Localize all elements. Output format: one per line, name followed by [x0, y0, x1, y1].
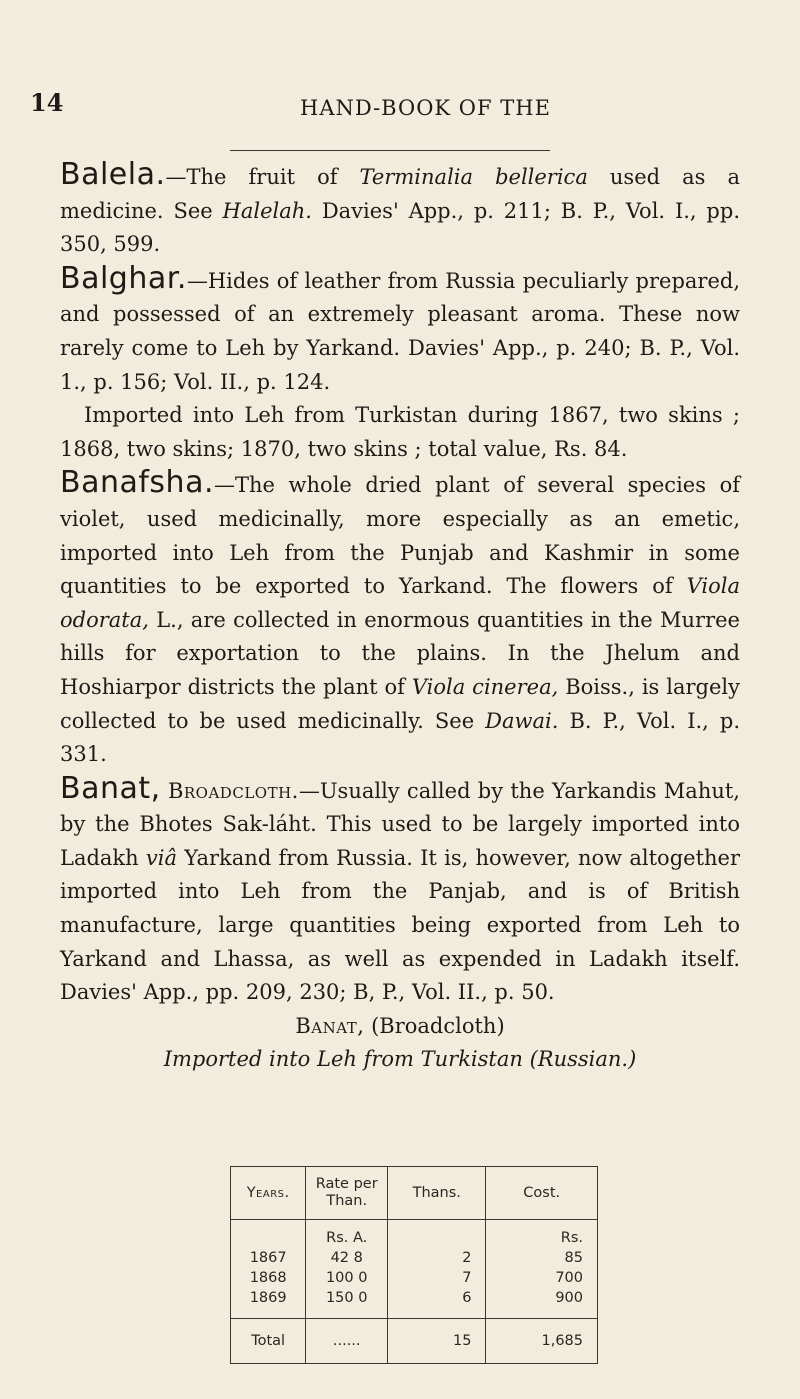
caption-text: Imported into Leh from Turkistan: [163, 1047, 523, 1072]
caption-origin: Russian.: [537, 1047, 629, 1072]
cell-thans: 6: [388, 1288, 486, 1319]
entry-banat: [60, 772, 740, 1010]
text: B. P., Vol. I., p. 331.: [60, 708, 740, 767]
import-table-wrap: [230, 1166, 598, 1364]
total-label: Total: [231, 1319, 306, 1364]
table-caption: Imported into Leh from Turkistan (Russian.): [163, 1047, 637, 1072]
unit-cell: [388, 1220, 486, 1249]
text: —The whole dried plant of several species of violet, used medicinally, more especially as an emetic, imported into Leh from the Punjab and Kashmir in some quantities to be exported to Yarkand. The flowers of: [60, 473, 740, 599]
cell-year: 1867: [231, 1248, 306, 1268]
table-total-row: [231, 1319, 598, 1364]
unit-cost: Rs.: [486, 1220, 598, 1249]
table-title-rest: (Broadcloth): [364, 1013, 505, 1038]
page-body: [60, 158, 740, 1077]
cell-thans: 2: [388, 1248, 486, 1268]
text: L., are collected in enormous quantities in the Murree hills for exportation to the plains. In the Jhelum and Hoshiarpor districts the plant of: [60, 607, 740, 699]
italic-term: viâ: [145, 845, 178, 870]
total-thans: 15: [388, 1319, 486, 1364]
col-header-thans: Thans.: [388, 1167, 486, 1220]
cell-cost: 85: [486, 1248, 598, 1268]
text: —The fruit of: [165, 165, 360, 189]
text: Yarkand from Russia. It is, however, now altogether imported into Leh from the Panjab, and is of British manufacture, large quantities being exported from Leh to Yarkand and Lhassa, as well as expended in Ladakh itself. Davies' App., pp. 209, 230; B, P., Vol. II., p. 50.: [60, 845, 740, 1005]
headword-banat: Banat,: [60, 770, 161, 806]
unit-cell: [231, 1220, 306, 1249]
col-header-years: Years.: [231, 1167, 306, 1220]
entry-balghar: [60, 262, 740, 399]
cell-cost: 900: [486, 1288, 598, 1319]
italic-term: Halelah.: [222, 198, 312, 223]
cell-thans: 7: [388, 1268, 486, 1288]
cell-rate: 150 0: [306, 1288, 388, 1319]
text: —Usually called by the Yarkandis Mahut, by the Bhotes Sak-láht. This used to be largely imported into Ladakh: [60, 778, 740, 870]
headword-balela: Balela.: [60, 157, 166, 192]
total-rate: ......: [306, 1319, 388, 1364]
small-caps-term: Broadcloth.: [167, 778, 299, 803]
unit-rate: Rs. A.: [306, 1220, 388, 1249]
text: used as a medicine. See: [60, 165, 740, 223]
cell-year: 1869: [231, 1288, 306, 1319]
col-header-rate: Rate per Than.: [306, 1167, 388, 1220]
total-cost: 1,685: [486, 1319, 598, 1364]
italic-term: Terminalia bellerica: [359, 165, 588, 189]
entry-balela: [60, 158, 740, 262]
table-units-row: [231, 1220, 598, 1249]
headword-banafsha: Banafsha.: [60, 465, 214, 501]
import-table: [230, 1166, 598, 1364]
table-row: [231, 1288, 598, 1319]
italic-term: Viola odorata,: [60, 574, 740, 632]
table-row: [231, 1268, 598, 1288]
table-title: [60, 1010, 740, 1044]
running-title: HAND-BOOK OF THE: [300, 96, 551, 120]
entry-banafsha: [60, 466, 740, 771]
text: —Hides of leather from Russia peculiarly prepared, and possessed of an extremely pleasant aroma. These now rarely come to Leh by Yarkand. Davies' App., p. 240; B. P., Vol. 1., p. 156; Vol. II., p. 124.: [60, 268, 740, 394]
cell-rate: 42 8: [306, 1248, 388, 1268]
cell-year: 1868: [231, 1268, 306, 1288]
page-number: 14: [30, 88, 64, 117]
cell-cost: 700: [486, 1268, 598, 1288]
table-header-row: [231, 1167, 598, 1220]
italic-term: Dawai.: [485, 708, 559, 733]
headword-balghar: Balghar.: [60, 260, 187, 296]
text: Boiss., is largely collected to be used medicinally. See: [60, 674, 740, 733]
cell-rate: 100 0: [306, 1268, 388, 1288]
italic-term: Viola cinerea,: [411, 674, 559, 699]
table-title-term: Banat,: [295, 1013, 365, 1038]
text: Davies' App., p. 211; B. P., Vol. I., pp. 350, 599.: [60, 198, 740, 257]
table-row: [231, 1248, 598, 1268]
entry-balghar-imports: Imported into Leh from Turkistan during 1867, two skins ; 1868, two skins; 1870, two skins ; total value, Rs. 84.: [60, 403, 740, 461]
col-header-cost: Cost.: [486, 1167, 598, 1220]
header-rule: [230, 150, 550, 151]
